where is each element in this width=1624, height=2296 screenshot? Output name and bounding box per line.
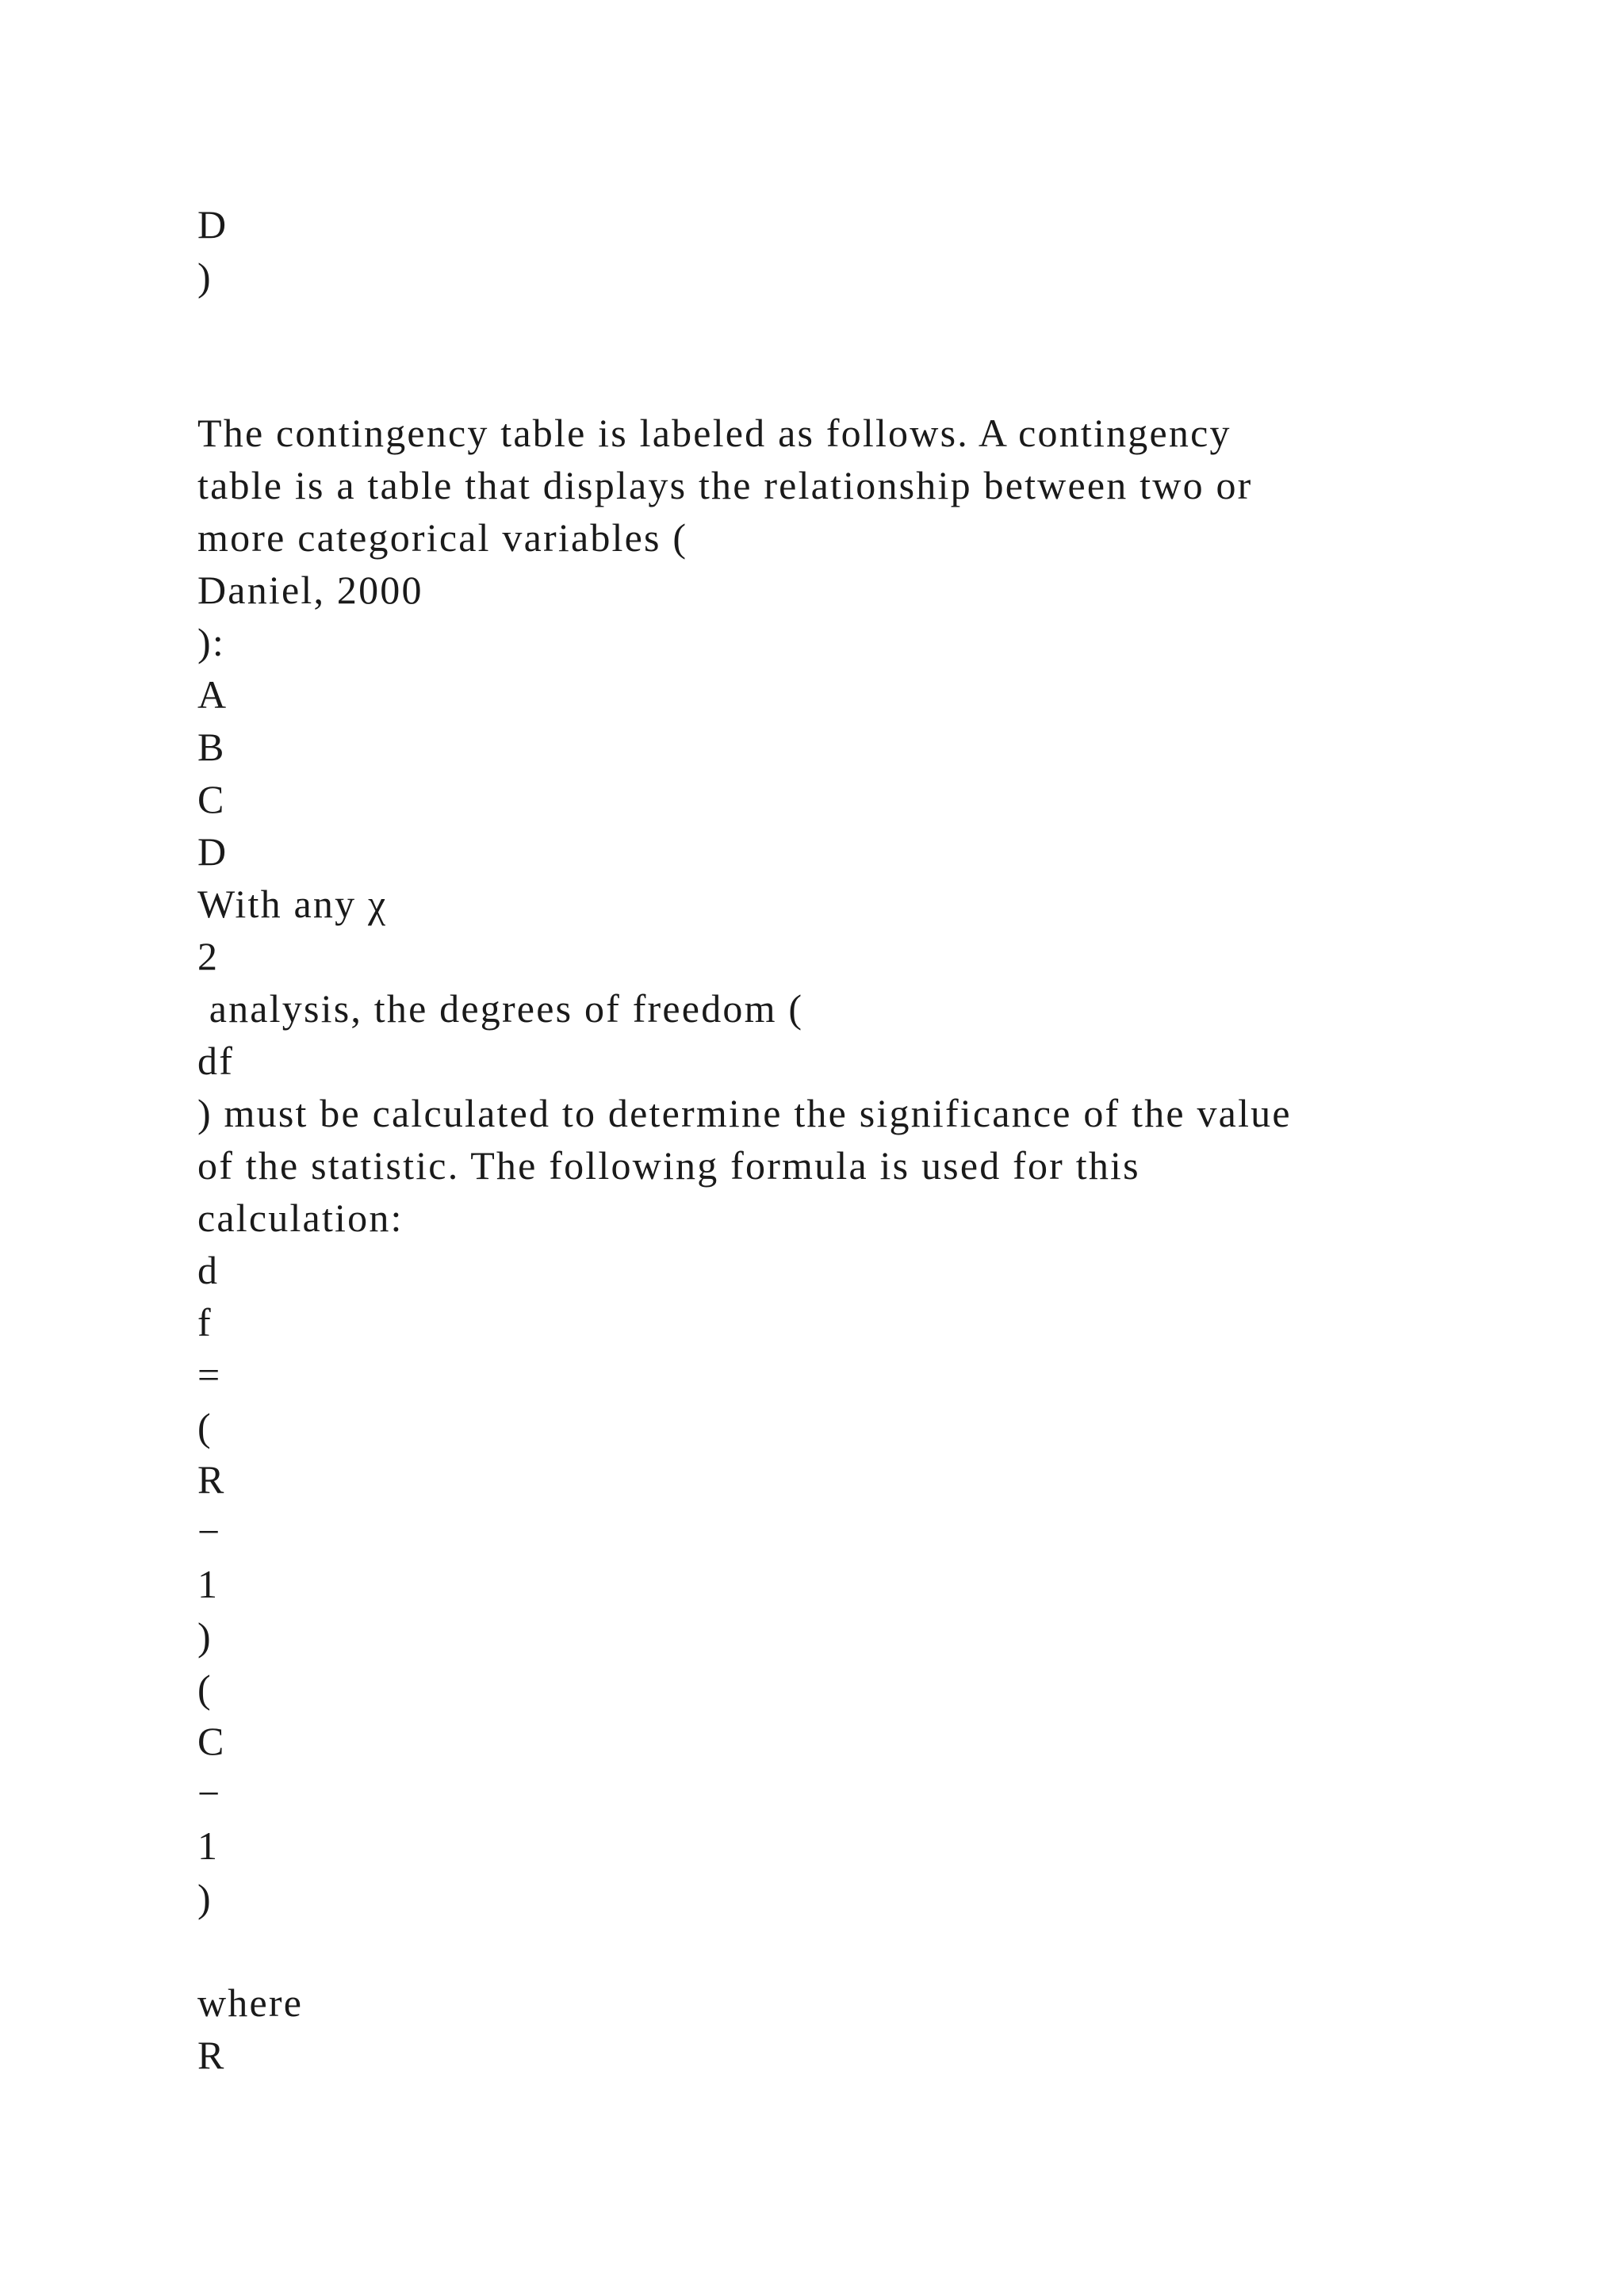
text-line: D: [197, 829, 228, 874]
text-line: ): [197, 1876, 213, 1920]
text-line: With any χ: [197, 882, 388, 926]
text-line: more categorical variables (: [197, 515, 688, 560]
text-line: f: [197, 1300, 213, 1345]
text-line: df: [197, 1039, 235, 1083]
text-line: (: [197, 1405, 213, 1449]
text-line: The contingency table is labeled as follows. A contingency: [197, 411, 1231, 455]
text-line: B: [197, 725, 226, 769]
text-line: table is a table that displays the relationship between two or: [197, 463, 1253, 507]
text-line: calculation:: [197, 1196, 404, 1240]
text-line: 1: [197, 1562, 220, 1606]
text-line: C: [197, 1719, 226, 1763]
text-line: analysis, the degrees of freedom (: [197, 986, 804, 1031]
text-line: 1: [197, 1823, 220, 1868]
text-line: D: [197, 202, 228, 247]
text-line: −: [197, 1771, 222, 1816]
text-line: R: [197, 2033, 226, 2077]
text-line: of the statistic. The following formula is used for this: [197, 1143, 1140, 1188]
text-line: C: [197, 777, 226, 821]
text-line: d: [197, 1248, 220, 1292]
text-line: ): [197, 254, 213, 299]
text-line: where: [197, 1980, 304, 2025]
text-line: Daniel, 2000: [197, 568, 423, 612]
text-line: R: [197, 1457, 226, 1502]
text-line: =: [197, 1353, 222, 1397]
text-line: ):: [197, 620, 225, 664]
text-line: (: [197, 1667, 213, 1711]
text-line: 2: [197, 934, 220, 978]
text-line: −: [197, 1510, 222, 1554]
text-line: ): [197, 1614, 213, 1659]
text-line: ) must be calculated to determine the significance of the value: [197, 1091, 1292, 1135]
text-line: A: [197, 672, 228, 717]
